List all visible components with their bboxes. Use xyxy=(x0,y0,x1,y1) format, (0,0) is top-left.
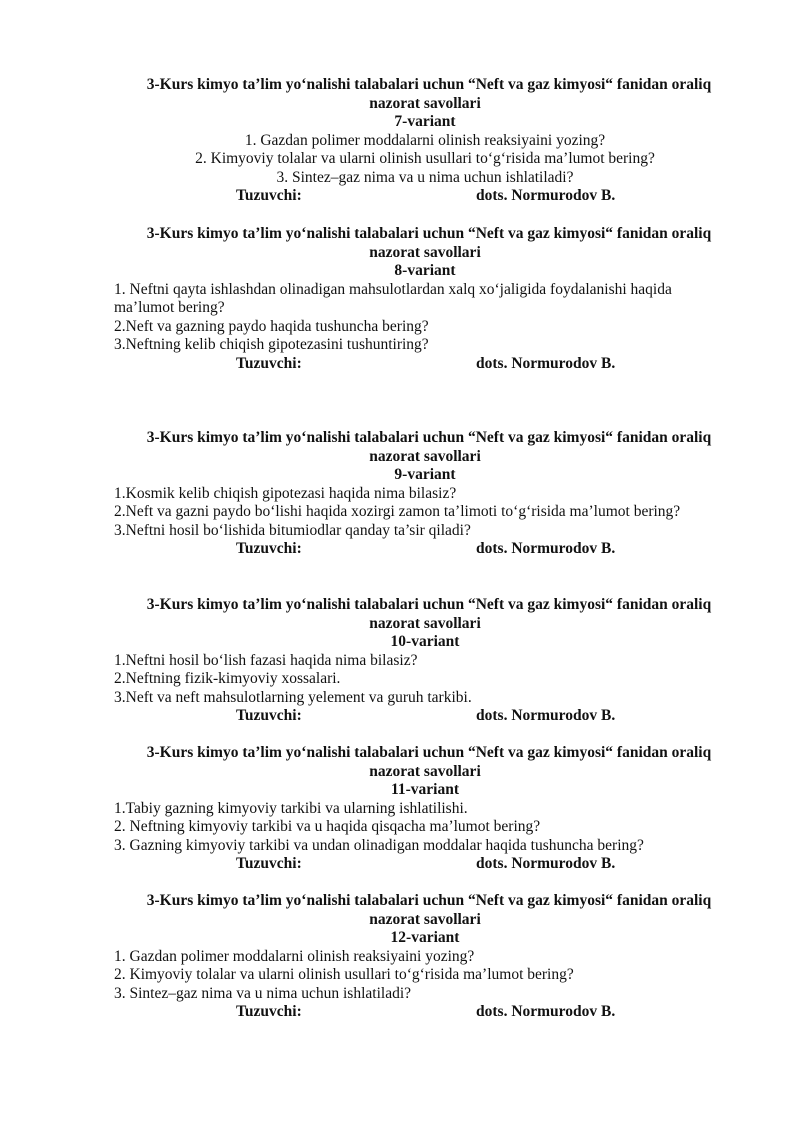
question: 2.Neftning fizik-kimyoviy xossalari. xyxy=(114,670,341,687)
question: 2.Neft va gazning paydo haqida tushuncha bering? xyxy=(114,317,429,335)
compiler-label: Tuzuvchi: xyxy=(236,540,302,557)
compiler-line xyxy=(0,707,800,726)
variant-label: 7-variant xyxy=(394,113,456,130)
compiler-label: Tuzuvchi: xyxy=(236,707,302,724)
compiler-name: dots. Normurodov B. xyxy=(476,855,616,872)
question: 3. Sintez–gaz nima va u nima uchun ishlatiladi? xyxy=(114,984,412,1002)
compiler-label: Tuzuvchi: xyxy=(236,354,302,372)
variant-block-8 xyxy=(0,225,800,373)
compiler-line xyxy=(0,540,800,559)
question: 3. Gazning kimyoviy tarkibi va undan olinadigan moddalar haqida tushuncha bering? xyxy=(114,836,644,854)
compiler-line xyxy=(0,1003,800,1022)
section-title xyxy=(125,225,725,262)
question: 2. Kimyoviy tolalar va ularni olinish usullari to‘g‘risida ma’lumot bering? xyxy=(114,966,574,983)
title-line-2: nazorat savollari xyxy=(369,447,481,465)
section-title xyxy=(125,596,725,633)
variant-block-7 xyxy=(0,76,800,206)
title-line-2: nazorat savollari xyxy=(369,762,481,780)
question: 1. Neftni qayta ishlashdan olinadigan mahsulotlardan xalq xo‘jaligida foydalanishi haqida xyxy=(114,280,672,298)
question: 2.Neft va gazni paydo bo‘lishi haqida xozirgi zamon ta’limoti to‘g‘risida ma’lumot bering? xyxy=(114,503,681,520)
variant-label: 9-variant xyxy=(394,466,456,483)
compiler-name: dots. Normurodov B. xyxy=(476,354,616,372)
compiler-name: dots. Normurodov B. xyxy=(476,540,616,557)
title-line-2: nazorat savollari xyxy=(369,614,481,632)
title-line-1: 3-Kurs kimyo ta’lim yo‘nalishi talabalari uchun “Neft va gaz kimyosi“ fanidan oraliq xyxy=(146,744,712,761)
compiler-line xyxy=(0,355,800,374)
compiler-line xyxy=(0,187,800,206)
title-line-2: nazorat savollari xyxy=(369,94,481,112)
compiler-name: dots. Normurodov B. xyxy=(476,1003,616,1020)
variant-block-11 xyxy=(0,744,800,874)
variant-block-10 xyxy=(0,596,800,726)
title-line-1: 3-Kurs kimyo ta’lim yo‘nalishi talabalari uchun “Neft va gaz kimyosi“ fanidan oraliq xyxy=(146,892,712,909)
question: ma’lumot bering? xyxy=(114,299,225,316)
title-line-1: 3-Kurs kimyo ta’lim yo‘nalishi talabalari uchun “Neft va gaz kimyosi“ fanidan oraliq xyxy=(146,596,712,613)
variant-label: 10-variant xyxy=(390,633,460,650)
question: 1.Kosmik kelib chiqish gipotezasi haqida nima bilasiz? xyxy=(114,484,457,502)
variant-block-9 xyxy=(0,429,800,559)
question: 3.Neftni hosil bo‘lishida bitumiodlar qanday ta’sir qiladi? xyxy=(114,521,471,539)
title-line-2: nazorat savollari xyxy=(369,243,481,261)
question: 2. Neftning kimyoviy tarkibi va u haqida qisqacha ma’lumot bering? xyxy=(114,818,541,835)
question: 1. Gazdan polimer moddalarni olinish reaksiyaini yozing? xyxy=(114,947,475,965)
compiler-label: Tuzuvchi: xyxy=(236,1003,302,1020)
variant-block-12 xyxy=(0,892,800,1022)
question: 1.Tabiy gazning kimyoviy tarkibi va ularning ishlatilishi. xyxy=(114,799,468,817)
section-title xyxy=(125,76,725,113)
compiler-name: dots. Normurodov B. xyxy=(476,707,616,724)
question: 1.Neftni hosil bo‘lish fazasi haqida nima bilasiz? xyxy=(114,651,418,669)
variant-label: 12-variant xyxy=(390,929,460,946)
question: 3. Sintez–gaz nima va u nima uchun ishlatiladi? xyxy=(276,168,574,186)
title-line-2: nazorat savollari xyxy=(369,910,481,928)
title-line-1: 3-Kurs kimyo ta’lim yo‘nalishi talabalari uchun “Neft va gaz kimyosi“ fanidan oraliq xyxy=(146,76,712,93)
question: 1. Gazdan polimer moddalarni olinish reaksiyaini yozing? xyxy=(244,131,606,149)
section-title xyxy=(125,892,725,929)
compiler-line xyxy=(0,855,800,874)
compiler-name: dots. Normurodov B. xyxy=(476,187,616,204)
compiler-label: Tuzuvchi: xyxy=(236,855,302,872)
title-line-1: 3-Kurs kimyo ta’lim yo‘nalishi talabalari uchun “Neft va gaz kimyosi“ fanidan oraliq xyxy=(146,225,712,242)
title-line-1: 3-Kurs kimyo ta’lim yo‘nalishi talabalari uchun “Neft va gaz kimyosi“ fanidan oraliq xyxy=(146,429,712,446)
section-title xyxy=(125,744,725,781)
question: 3.Neft va neft mahsulotlarning yelement va guruh tarkibi. xyxy=(114,688,472,706)
variant-label: 11-variant xyxy=(390,781,460,798)
compiler-label: Tuzuvchi: xyxy=(236,187,302,204)
question: 2. Kimyoviy tolalar va ularni olinish usullari to‘g‘risida ma’lumot bering? xyxy=(195,150,655,167)
variant-label: 8-variant xyxy=(394,262,456,279)
section-title xyxy=(125,429,725,466)
question: 3.Neftning kelib chiqish gipotezasini tushuntiring? xyxy=(114,336,429,353)
